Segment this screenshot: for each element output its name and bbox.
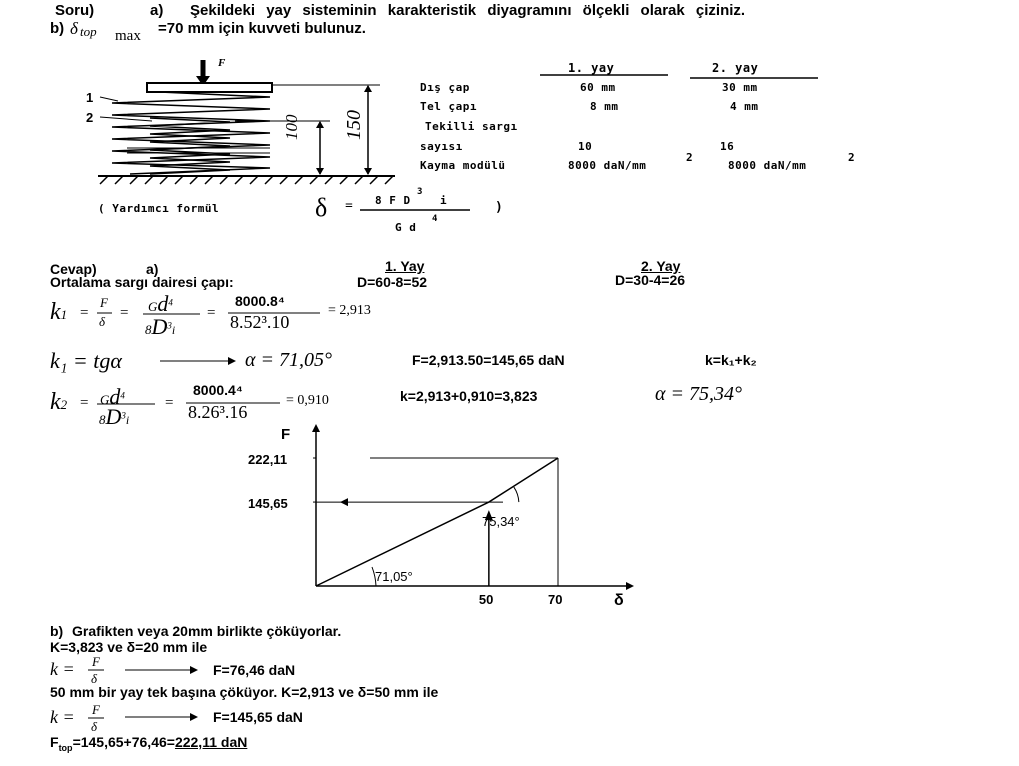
mean-diameter-label: Ortalama sargı dairesi çapı: — [50, 274, 234, 290]
spec-row-v1: 8 mm — [590, 100, 619, 113]
dim-150-label: 150 — [343, 110, 365, 140]
spec-row-label: Tekilli sargı — [425, 120, 518, 133]
x-axis-label: δ — [614, 592, 624, 609]
x-tick-label: 50 — [478, 592, 494, 607]
helper-formula-open: ( Yardımcı formül — [98, 202, 220, 215]
x-tick-label: 70 — [548, 592, 563, 607]
y-tick-label: 145,65 — [248, 496, 288, 512]
k1-F: F — [100, 295, 108, 310]
spec-row-v2: 4 mm — [730, 100, 759, 113]
helper-num-tail: i — [440, 194, 448, 207]
spring-1-header: 1. Yay — [385, 258, 425, 274]
question-part-b: b) — [50, 20, 65, 37]
mean-diameter-1: D=60-8=52 — [357, 274, 428, 290]
spec-sup-2: 2 — [848, 151, 856, 164]
question-part-a: a) — [150, 2, 164, 19]
spec-row-v1: 60 mm — [580, 81, 616, 94]
spec-sup-2: 2 — [686, 151, 694, 164]
partb-line1: Grafikten veya 20mm birlikte çöküyorlar. — [72, 623, 342, 639]
delta-symbol: δ — [70, 19, 78, 38]
force-1: F=2,913.50=145,65 daN — [412, 352, 565, 368]
y-tick-label: 222,11 — [248, 452, 288, 467]
angle-label-1: 71,05° — [375, 569, 413, 584]
k1-result: = 2,913 — [328, 303, 371, 318]
spring-1-label: 1 — [86, 90, 94, 105]
k1-denom: 8.52³.10 — [230, 312, 290, 332]
helper-formula-close: ) — [495, 200, 504, 215]
spring-2-header: 2. Yay — [641, 258, 681, 274]
partb-total: $F_{top}=145,65+76,46=222,11$ daN — [50, 734, 248, 753]
k2-symbol: k2 — [50, 389, 68, 415]
spring-2-label: 2 — [86, 110, 94, 125]
question-text-a: Şekildeki yay sisteminin karakteristik diyagramını ölçekli olarak çiziniz. — [190, 2, 746, 19]
alpha-1: α = 71,05° — [245, 349, 332, 371]
partb-k-symbol: k = — [50, 659, 75, 679]
partb-result1: F=76,46 daN — [213, 662, 296, 678]
spec-row-v1: 8000 daN/mm — [568, 159, 647, 172]
k2-result: = 0,910 — [286, 393, 329, 408]
partb-label: b) — [50, 623, 64, 639]
k1-tg: k₁ = tgα — [50, 348, 122, 373]
helper-num-sup: 3 — [417, 187, 423, 197]
partb-line2: K=3,823 ve δ=20 mm ile — [50, 639, 208, 655]
helper-eq: = — [345, 199, 353, 214]
delta-subscript-max: max — [115, 28, 141, 44]
spec-row-v2: 16 — [720, 140, 735, 153]
alpha-2: α = 75,34° — [655, 383, 742, 405]
spec-row-label: sayısı — [420, 140, 463, 153]
dim-100-label: 100 — [282, 114, 301, 140]
spec-row-label: Dış çap — [420, 81, 470, 94]
question-label: Soru) — [55, 2, 95, 19]
k2-numer: 8000.4⁴ — [193, 382, 243, 398]
partb-line3: 50 mm bir yay tek başına çöküyor. K=2,913 ve δ=50 mm ile — [50, 684, 439, 700]
force-label: F — [218, 57, 226, 69]
k1-numer: 8000.8⁴ — [235, 293, 285, 309]
partb-k-symbol-2: k = — [50, 707, 75, 727]
k-sum: k=k₁+k₂ — [705, 352, 757, 368]
angle-label-2: 75,34° — [482, 514, 520, 529]
spec-row-label: Kayma modülü — [420, 159, 506, 172]
partb-result2: F=145,65 daN — [213, 709, 303, 725]
helper-denominator: G d — [395, 221, 417, 234]
spec-col-2-header: 2. yay — [712, 61, 759, 75]
question-text-b: =70 mm için kuvveti bulunuz. — [158, 20, 366, 37]
k1-symbol: k1 — [50, 299, 68, 325]
y-axis-label: F — [281, 426, 291, 443]
delta-subscript-top: top — [80, 24, 97, 39]
spec-row-v2: 8000 daN/mm — [728, 159, 807, 172]
k-total: k=2,913+0,910=3,823 — [400, 388, 538, 404]
spec-row-v1: 10 — [578, 140, 593, 153]
answer-part-a: a) — [146, 261, 159, 277]
helper-delta: δ — [315, 193, 328, 222]
spec-row-label: Tel çapı — [420, 100, 477, 113]
helper-den-sup: 4 — [432, 214, 438, 224]
mean-diameter-2: D=30-4=26 — [615, 272, 686, 288]
answer-label: Cevap) — [50, 261, 97, 277]
spec-col-1-header: 1. yay — [568, 61, 615, 75]
k2-denom: 8.26³.16 — [188, 402, 248, 422]
helper-numerator: 8 F D — [375, 194, 411, 207]
k1-Gd: Gd$^4$ — [148, 291, 173, 316]
spec-row-v2: 30 mm — [722, 81, 758, 94]
